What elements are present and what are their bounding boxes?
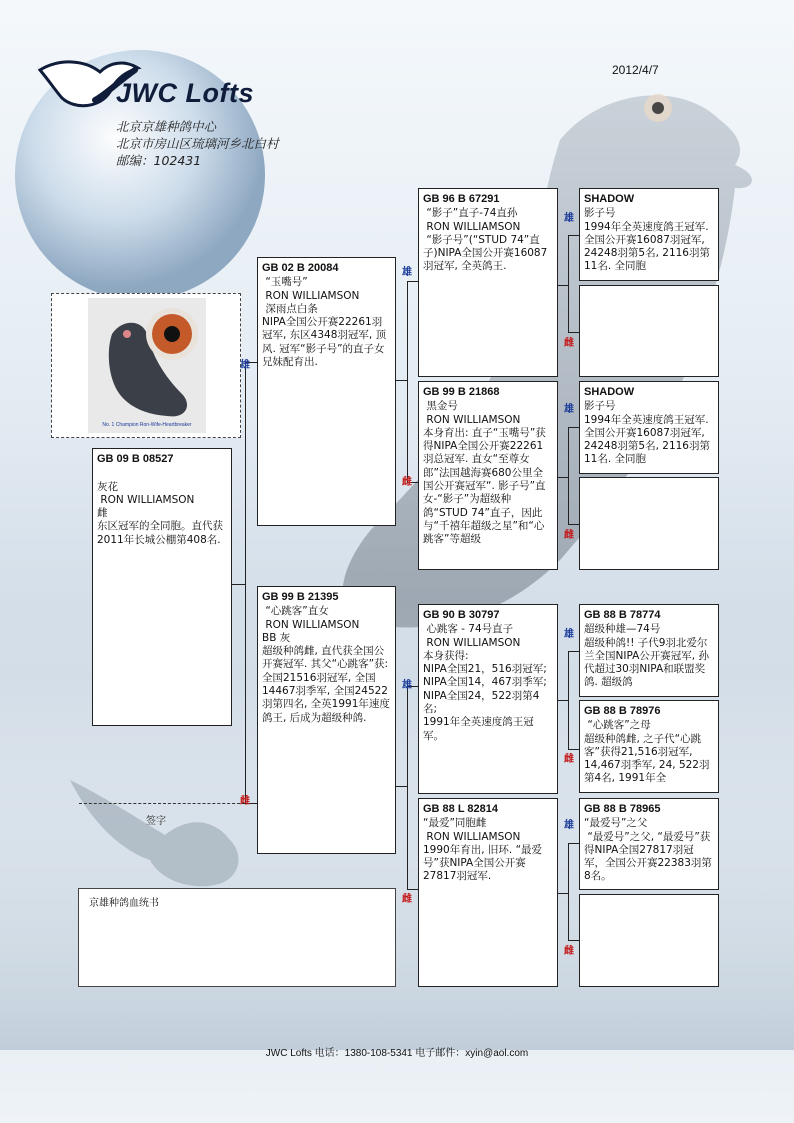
sex-marker-sd: 雌 [402, 477, 412, 488]
sex-marker-sire: 雄 [240, 360, 250, 371]
ring-number: GB 88 B 78965 [584, 803, 661, 815]
date: 2012/4/7 [612, 63, 659, 77]
dsd-box [579, 700, 719, 793]
ring-number: GB 02 B 20084 [262, 262, 339, 274]
pedigree-text: 深雨点白条 [262, 302, 318, 315]
pedigree-text: “影子”直子-74直孙 [423, 207, 518, 220]
pedigree-text: “影子号”(“STUD 74”直子)NIPA全国公开赛16087羽冠军, 全英鸽王. [423, 233, 548, 273]
pedigree-text: “心跳客”之母 [584, 719, 651, 732]
sex-marker-dam: 雌 [240, 796, 250, 807]
sex-marker-ss: 雄 [402, 267, 412, 278]
dam-dam-box [418, 798, 558, 987]
pedigree-text: 超级种鸽!! 子代9羽北爱尔兰全国NIPA公开赛冠军, 孙代超过30羽NIPA和联盟奖鸽. 超级鸽 [584, 636, 709, 689]
pedigree-text: 影子号 [584, 207, 616, 220]
pedigree-text: 超级种鸽雌, 直代获全国公开赛冠军. 其父“心跳客”获: 全国21516羽冠军, 全国14467羽季军, 全国24522羽第四名, 全英1991年速度鸽王, 后成为超级种鸽. [262, 645, 392, 724]
pedigree-text: “玉嘴号” [262, 276, 308, 289]
ring-number: GB 90 B 30797 [423, 609, 500, 621]
notes-title: 京雄种鸽血统书 [89, 898, 159, 909]
ring-number: GB 09 B 08527 [97, 453, 174, 465]
pedigree-text: 灰花 [97, 480, 118, 493]
sds-box [579, 381, 719, 474]
pedigree-text: 1994年全英速度鸽王冠军. 全国公开赛16087羽冠军, 24248羽第5名, 2116羽第11名. 全同胞 [584, 220, 712, 273]
ssd-box [579, 285, 719, 377]
pedigree-text: 本身育出: 直子“玉嘴号”获得NIPA全国公开赛22261羽总冠军. 直女“至尊女郎”法国越海赛680公里全国公开赛冠军“. 影子号”直女-“影子”为超级种鸽“STUD 74”直子，因此与“千禧年超级之星”和“心跳客”等超级 [423, 426, 546, 546]
photo-caption: No. 1 Champion Ron-Wife-Heartbreaker [102, 422, 192, 428]
pedigree-text: “心跳客”直女 [262, 605, 329, 618]
pedigree-text: 超级种雄—74号 [584, 623, 661, 636]
pigeon-photo [51, 293, 241, 438]
ring-number: GB 88 B 78774 [584, 609, 661, 621]
sex-marker-dss: 雄 [564, 629, 574, 640]
pedigree-text: 心跳客 - 74号直子 [423, 623, 514, 636]
pedigree-text: 雌 [97, 507, 108, 520]
pedigree-text: RON WILLIAMSON [97, 493, 195, 506]
ring-number: GB 99 B 21395 [262, 591, 339, 603]
ring-number: GB 88 B 78976 [584, 705, 661, 717]
pedigree-text: 黑金号 [423, 400, 458, 413]
notes-box [78, 888, 396, 987]
pedigree-text: RON WILLIAMSON [423, 636, 521, 649]
dam-sire-box [418, 604, 558, 794]
footer: JWC Lofts 电话：1380-108-5341 电子邮件：xyin@aol.com [265, 1048, 529, 1059]
pedigree-text: 1994年全英速度鸽王冠军. 全国公开赛16087羽冠军, 24248羽第5名, 2116羽第11名. 全同胞 [584, 413, 712, 466]
pedigree-text: RON WILLIAMSON [262, 618, 360, 631]
pedigree-text: 影子号 [584, 400, 616, 413]
sire-dam-box [418, 381, 558, 570]
pedigree-text: NIPA全国公开赛22261羽冠军, 东区4348羽冠军, 顶风. 冠军“影子号”的直子女兄妹配育出. [262, 316, 387, 369]
pedigree-text: NIPA全国14，467羽季军; [423, 676, 547, 689]
sdd-box [579, 477, 719, 570]
pedigree-text [97, 467, 227, 480]
pedigree-text: 1991年全英速度鸽王冠军。 [423, 716, 534, 742]
signature-label: 签字 [146, 816, 166, 827]
ring-number: GB 99 B 21868 [423, 386, 500, 398]
pedigree-text: 本身获得: [423, 649, 469, 662]
sex-marker-ds: 雄 [402, 680, 412, 691]
dam-box [257, 586, 396, 854]
header-address-block [116, 118, 279, 169]
ring-number: GB 96 B 67291 [423, 193, 500, 205]
pedigree-text: 超级种鸽雌, 之子代“心跳客”获得21,516羽冠军, 14,467羽季军, 24, 522羽第4名, 1991年全 [584, 732, 710, 785]
connector-sire [407, 281, 418, 483]
sire-sire-box [418, 188, 558, 377]
sex-marker-dds: 雄 [564, 820, 574, 831]
sss-box [579, 188, 719, 281]
sex-marker-ssd: 雌 [564, 338, 574, 349]
pedigree-text: BB 灰 [262, 631, 291, 644]
sex-marker-dd: 雌 [402, 894, 412, 905]
pigeon-image [52, 294, 240, 437]
pedigree-text: 东区冠军的全同胞。直代获2011年长城公棚第408名. [97, 520, 223, 546]
connector-dam [407, 686, 418, 890]
ring-number: SHADOW [584, 386, 635, 398]
signature-line [79, 803, 245, 804]
sex-marker-sss: 雄 [564, 213, 574, 224]
logo-text: JWC Lofts [116, 78, 254, 108]
sire-box [257, 257, 396, 526]
pedigree-text: “最爱号”之父, “最爱号”获得NIPA全国27817羽冠军，全国公开赛22383羽第8名。 [584, 830, 712, 883]
pedigree-text: RON WILLIAMSON [423, 830, 521, 843]
pedigree-text: 1990年育出, 旧环. “最爱号”获NIPA全国公开赛27817羽冠军. [423, 843, 543, 883]
pedigree-text: RON WILLIAMSON [423, 413, 521, 426]
ddd-box [579, 894, 719, 987]
dss-box [579, 604, 719, 697]
ring-number: SHADOW [584, 193, 635, 205]
sex-marker-dsd: 雌 [564, 754, 574, 765]
dds-box [579, 798, 719, 890]
pedigree-text: NIPA全国24，522羽第4名; [423, 689, 540, 716]
sex-marker-ddd: 雌 [564, 946, 574, 957]
pedigree-text: RON WILLIAMSON [262, 289, 360, 302]
address: 北京市房山区琉璃河乡北白村 [116, 136, 279, 151]
postcode: 邮编：102431 [116, 153, 202, 168]
sex-marker-sds: 雄 [564, 404, 574, 415]
pedigree-text: “最爱号”之父 [584, 817, 648, 830]
subject-box [92, 448, 232, 726]
center-name: 北京京雄种鸽中心 [116, 119, 217, 134]
pedigree-text: RON WILLIAMSON [423, 220, 521, 233]
connector-subject [245, 362, 257, 804]
sex-marker-sdd: 雌 [564, 530, 574, 541]
pedigree-text: “最爱”同胞雌 [423, 817, 487, 830]
pedigree-text: NIPA全国21，516羽冠军; [423, 663, 547, 676]
ring-number: GB 88 L 82814 [423, 803, 499, 815]
